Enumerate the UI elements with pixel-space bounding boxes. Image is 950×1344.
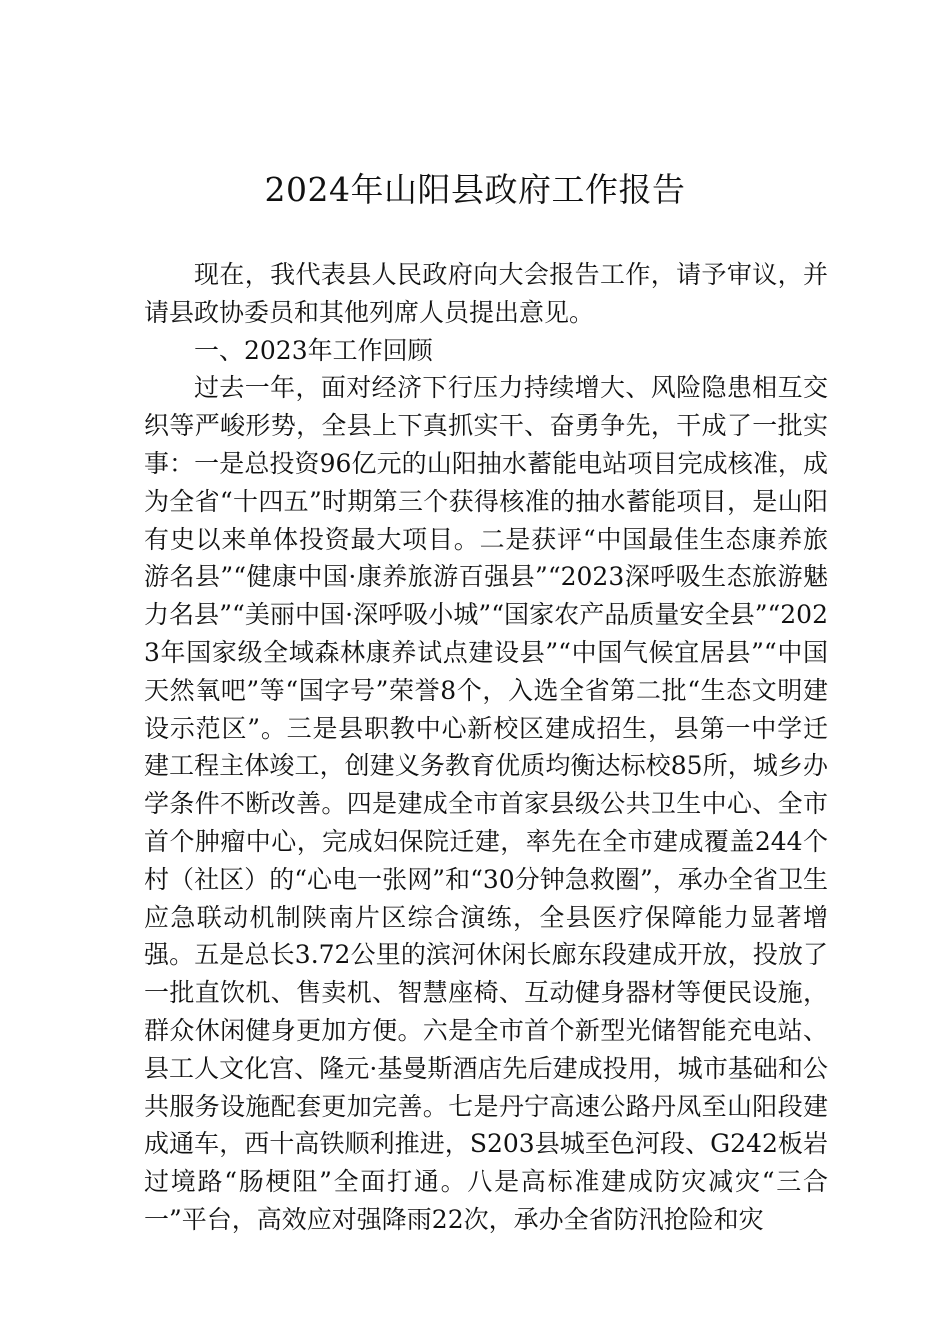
intro-paragraph: 现在，我代表县人民政府向大会报告工作，请予审议，并请县政协委员和其他列席人员提出意见。 xyxy=(144,260,828,327)
section-paragraph: 过去一年，面对经济下行压力持续增大、风险隐患相互交织等严峻形势，全县上下真抓实干、奋勇争先，干成了一批实事：一是总投资96亿元的山阳抽水蓄能电站项目完成核准，成为全省“十四五”时期第三个获得核准的抽水蓄能项目，是山阳有史以来单体投资最大项目。二是获评“中国最佳生态康养旅游名县”“健康中国·康养旅游百强县”“2023深呼吸生态旅游魅力名县”“美丽中国·深呼吸小城”“国家农产品质量安全县”“2023年国家级全域森林康养试点建设县”“中国气候宜居县”“中国天然氧吧”等“国字号”荣誉8个，入选全省第二批“生态文明建设示范区”。三是县职教中心新校区建成招生，县第一中学迁建工程主体竣工，创建义务教育优质均衡达标校85所，城乡办学条件不断改善。四是建成全市首家县级公共卫生中心、全市首个肿瘤中心，完成妇保院迁建，率先在全市建成覆盖244个村（社区）的“心电一张网”和“30分钟急救圈”，承办全省卫生应急联动机制陕南片区综合演练，全县医疗保障能力显著增强。五是总长3.72公里的滨河休闲长廊东段建成开放，投放了一批直饮机、售卖机、智慧座椅、互动健身器材等便民设施，群众休闲健身更加方便。六是全市首个新型光储智能充电站、县工人文化宫、隆元·基曼斯酒店先后建成投用，城市基础和公共服务设施配套更加完善。七是丹宁高速公路丹凤至山阳段建成通车，西十高铁顺利推进，S203县城至色河段、G242板岩过境路“肠梗阻”全面打通。八是高标准建成防灾减灾“三合一”平台，高效应对强降雨22次，承办全省防汛抢险和灾 xyxy=(144,373,828,1234)
document-title: 2024年山阳县政府工作报告 xyxy=(264,170,686,209)
section-heading: 一、2023年工作回顾 xyxy=(194,335,433,365)
document-body xyxy=(144,256,828,1239)
